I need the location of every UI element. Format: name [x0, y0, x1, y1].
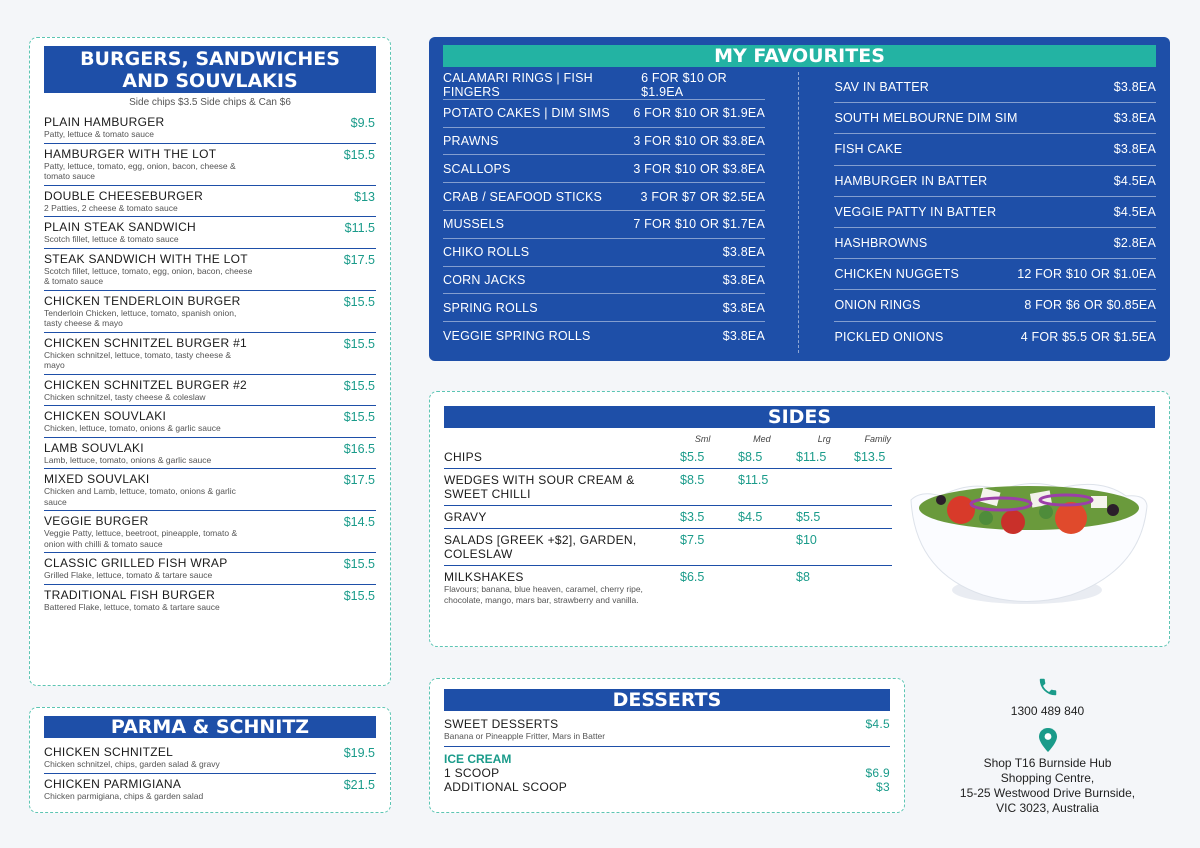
- menu-item: [44, 774, 376, 805]
- favourite-item-price: 3 FOR $7 OR $2.5EA: [640, 189, 765, 204]
- col-lrg: Lrg: [817, 434, 831, 444]
- favourite-item: [834, 103, 1156, 134]
- sweet-desserts-price: $4.5: [865, 717, 890, 731]
- menu-item-desc: Chicken and Lamb, lettuce, tomato, onions & garlic sauce: [44, 486, 236, 507]
- ice-cream-price: $6.9: [865, 766, 890, 780]
- menu-item-name: VEGGIE BURGER: [44, 514, 149, 528]
- menu-item-desc: Veggie Patty, lettuce, beetroot, pineapple, tomato & onion with chilli & tomato sauce: [44, 528, 238, 549]
- favourite-item-name: SAV IN BATTER: [834, 80, 929, 95]
- menu-item-desc: Battered Flake, lettuce, tomato & tartare sauce: [44, 601, 220, 612]
- sides-item-price: $8.5: [680, 473, 705, 487]
- favourite-item-name: CHICKEN NUGGETS: [834, 267, 960, 282]
- favourite-item: [834, 228, 1156, 259]
- favourite-item-price: $4.5EA: [1113, 173, 1156, 188]
- favourite-item-price: $3.8EA: [722, 300, 765, 315]
- favourite-item-price: 3 FOR $10 OR $3.8EA: [633, 133, 765, 148]
- sides-item-price: $3.5: [680, 510, 705, 524]
- sides-item-name: [444, 450, 654, 464]
- menu-item-price: $15.5: [343, 336, 375, 351]
- sides-item-price: [712, 570, 770, 605]
- menu-item-desc: Tenderloin Chicken, lettuce, tomato, spanish onion, tasty cheese & mayo: [44, 307, 237, 328]
- favourite-item-price: 4 FOR $5.5 OR $1.5EA: [1020, 330, 1156, 345]
- favourite-item: [443, 183, 765, 211]
- menu-item-price: $11.5: [344, 221, 375, 235]
- menu-item-desc: Chicken, lettuce, tomato, onions & garlic sauce: [44, 423, 221, 433]
- favourite-item-name: CHIKO ROLLS: [443, 245, 530, 260]
- menu-item-price: $15.5: [343, 557, 375, 571]
- phone-number[interactable]: 1300 489 840: [1010, 704, 1085, 718]
- sides-item-price: [828, 533, 886, 561]
- favourite-item-price: 6 FOR $10 OR $1.9EA: [633, 106, 765, 121]
- menu-item-name: CHICKEN SCHNITZEL BURGER #2: [44, 377, 248, 392]
- menu-item-name: STEAK SANDWICH WITH THE LOT: [44, 251, 248, 266]
- salad-bowl-image: [901, 460, 1153, 610]
- menu-item-desc: Chicken schnitzel, tasty cheese & coleslaw: [44, 391, 206, 402]
- menu-item-desc: Patty, lettuce & tomato sauce: [44, 129, 154, 139]
- sweet-desserts-item: [444, 717, 890, 747]
- menu-item-desc: Scotch fillet, lettuce & tomato sauce: [44, 234, 179, 244]
- favourite-item-price: $3.8EA: [1113, 80, 1156, 95]
- favourite-item-name: SCALLOPS: [443, 161, 511, 176]
- favourite-item-name: PRAWNS: [443, 133, 499, 148]
- address-line: Shop T16 Burnside Hub: [983, 756, 1112, 770]
- favourite-item-price: $3.8EA: [722, 329, 765, 344]
- menu-item-name: CHICKEN TENDERLOIN BURGER: [44, 293, 241, 308]
- favourite-item: [443, 239, 765, 267]
- sides-item-name: [444, 473, 654, 501]
- menu-item-desc: Patty, lettuce, tomato, egg, onion, bacon, cheese & tomato sauce: [44, 160, 236, 181]
- burger-list: [44, 112, 376, 615]
- sides-item-price: [828, 570, 886, 605]
- sides-item-price: $11.5: [796, 450, 827, 464]
- favourite-item: [834, 259, 1156, 290]
- parma-panel: [29, 707, 391, 813]
- menu-item-price: $9.5: [350, 116, 375, 130]
- menu-item-desc: Lamb, lettuce, tomato, onions & garlic sauce: [44, 454, 212, 465]
- ice-cream-title: ICE CREAM: [444, 752, 512, 766]
- sides-item-price: $5.5: [680, 450, 705, 464]
- menu-item-price: $19.5: [343, 746, 375, 760]
- favourite-item-name: SPRING ROLLS: [443, 300, 538, 315]
- favourites-panel: [429, 37, 1170, 361]
- sides-row: [444, 529, 892, 566]
- favourite-item-name: HASHBROWNS: [834, 236, 928, 251]
- sides-item-price: $11.5: [738, 473, 769, 487]
- sides-item-desc: Flavours; banana, blue heaven, caramel, cherry ripe, chocolate, mango, mars bar, strawberry and vanilla.: [444, 584, 643, 605]
- sides-item-price: $13.5: [854, 450, 886, 464]
- sides-item-price: $6.5: [680, 570, 705, 584]
- favourite-item: [443, 72, 765, 100]
- menu-item-name: TRADITIONAL FISH BURGER: [44, 587, 216, 602]
- sides-item-price: [712, 533, 770, 561]
- ice-cream-name: ADDITIONAL SCOOP: [444, 780, 568, 794]
- menu-item: [44, 469, 376, 511]
- contact-info: [930, 676, 1165, 816]
- address-line: VIC 3023, Australia: [996, 801, 1099, 815]
- menu-item-desc: 2 Patties, 2 cheese & tomato sauce: [44, 202, 178, 213]
- menu-item: [44, 742, 376, 774]
- menu-item: [44, 585, 376, 616]
- menu-item-name: PLAIN STEAK SANDWICH: [44, 220, 197, 234]
- parma-header: PARMA & SCHNITZ: [44, 716, 376, 738]
- menu-item-price: $17.5: [343, 473, 375, 487]
- ice-cream-item: [444, 780, 890, 794]
- phone-icon: [1037, 676, 1059, 698]
- sides-row: [444, 566, 892, 609]
- favourite-item-price: 7 FOR $10 OR $1.7EA: [633, 217, 765, 232]
- menu-item-name: PLAIN HAMBURGER: [44, 115, 165, 129]
- sides-row: [444, 446, 892, 469]
- menu-item-price: $15.5: [343, 410, 375, 424]
- side-chips-note: Side chips $3.5 Side chips & Can $6: [129, 97, 291, 108]
- menu-item: [44, 112, 376, 144]
- favourite-item: [834, 197, 1156, 228]
- menu-item-desc: Scotch fillet, lettuce, tomato, egg, onion, bacon, cheese & tomato sauce: [44, 265, 253, 286]
- favourite-item-price: 6 FOR $10 OR $1.9EA: [641, 71, 727, 100]
- sides-header: SIDES: [444, 406, 1155, 428]
- favourite-item: [443, 100, 765, 128]
- favourite-item-name: VEGGIE SPRING ROLLS: [443, 329, 591, 344]
- favourite-item-name: CORN JACKS: [443, 272, 526, 287]
- sides-item-name: [444, 570, 654, 605]
- favourite-item: [443, 322, 765, 350]
- sides-item-price: $8.5: [738, 450, 763, 464]
- favourite-item-price: 8 FOR $6 OR $0.85EA: [1024, 298, 1156, 313]
- burgers-header: [44, 46, 376, 93]
- sides-row: [444, 469, 892, 506]
- sides-item-label: SALADS [GREEK +$2], GARDEN, COLESLAW: [444, 533, 637, 561]
- sweet-desserts-name: SWEET DESSERTS: [444, 717, 559, 731]
- address-line: 15-25 Westwood Drive Burnside,: [959, 786, 1136, 800]
- favourite-item: [443, 294, 765, 322]
- sides-item-name: [444, 510, 654, 524]
- sides-item-label: CHIPS: [444, 450, 483, 464]
- favourite-item-name: ONION RINGS: [834, 298, 921, 313]
- menu-item-name: CHICKEN PARMIGIANA: [44, 776, 182, 791]
- favourite-item-name: SOUTH MELBOURNE DIM SIM: [834, 111, 1018, 126]
- menu-item-name: LAMB SOUVLAKI: [44, 440, 144, 455]
- favourite-item: [443, 211, 765, 239]
- favourite-item: [834, 322, 1156, 353]
- ice-cream-name: 1 SCOOP: [444, 766, 500, 780]
- menu-item-price: $14.5: [343, 515, 375, 529]
- menu-item: [44, 186, 376, 218]
- sides-item-price: [828, 473, 886, 501]
- sides-item-label: GRAVY: [444, 510, 487, 524]
- menu-item: [44, 406, 376, 438]
- menu-item: [44, 291, 376, 333]
- burgers-panel: [29, 37, 391, 686]
- favourite-item: [834, 72, 1156, 103]
- favourite-item-price: $3.8EA: [1113, 111, 1156, 126]
- favourite-item: [834, 290, 1156, 321]
- favourite-item: [443, 155, 765, 183]
- col-family: Family: [864, 434, 892, 444]
- favourites-right-column: [834, 72, 1156, 353]
- favourite-item: [443, 128, 765, 156]
- burgers-title: BURGERS, SANDWICHES AND SOUVLAKIS: [80, 48, 340, 92]
- favourites-header: MY FAVOURITES: [443, 45, 1156, 67]
- address: [930, 756, 1165, 816]
- favourites-left-column: [443, 72, 799, 353]
- ice-cream-price: $3: [876, 780, 890, 794]
- sides-item-price: $4.5: [738, 510, 763, 524]
- menu-item-desc: Grilled Flake, lettuce, tomato & tartare sauce: [44, 570, 213, 580]
- sides-item-price: [770, 473, 828, 501]
- favourite-item-name: HAMBURGER IN BATTER: [834, 173, 988, 188]
- parma-list: [44, 742, 376, 804]
- favourite-item-name: POTATO CAKES | DIM SIMS: [443, 106, 610, 121]
- menu-item-name: CHICKEN SCHNITZEL: [44, 745, 174, 759]
- sides-panel: [429, 391, 1170, 647]
- location-pin-icon: [1038, 728, 1058, 752]
- favourite-item: [834, 134, 1156, 165]
- address-line: Shopping Centre,: [1000, 771, 1095, 785]
- menu-item-price: $15.5: [343, 378, 375, 393]
- menu-item-price: $15.5: [343, 588, 375, 603]
- menu-item: [44, 217, 376, 249]
- sides-column-headers: [444, 434, 892, 446]
- menu-item-price: $16.5: [343, 441, 375, 456]
- menu-item-price: $15.5: [343, 147, 375, 162]
- menu-item-name: MIXED SOUVLAKI: [44, 472, 150, 486]
- favourite-item-price: 12 FOR $10 OR $1.0EA: [1017, 267, 1156, 282]
- sides-table: [444, 434, 892, 609]
- menu-item-name: DOUBLE CHEESEBURGER: [44, 188, 204, 203]
- menu-item-price: $21.5: [343, 777, 375, 792]
- ice-cream-item: [444, 766, 890, 780]
- favourite-item-price: $3.8EA: [722, 245, 765, 260]
- menu-item: [44, 144, 376, 186]
- favourite-item-price: $2.8EA: [1113, 236, 1156, 251]
- menu-item: [44, 249, 376, 291]
- favourite-item-price: $4.5EA: [1113, 204, 1156, 219]
- sides-item-name: [444, 533, 654, 561]
- favourite-item: [443, 267, 765, 295]
- col-sml: Sml: [694, 434, 711, 444]
- favourite-item-name: VEGGIE PATTY IN BATTER: [834, 204, 997, 219]
- sides-item-price: $10: [796, 533, 817, 547]
- sides-item-price: [828, 510, 886, 524]
- favourite-item-name: PICKLED ONIONS: [834, 330, 944, 345]
- menu-item-price: $15.5: [343, 294, 375, 309]
- menu-item: [44, 333, 376, 375]
- menu-item-name: CLASSIC GRILLED FISH WRAP: [44, 556, 228, 570]
- menu-item-desc: Chicken schnitzel, lettuce, tomato, tasty cheese & mayo: [44, 349, 232, 370]
- favourite-item-name: CRAB / SEAFOOD STICKS: [443, 189, 603, 204]
- favourite-item-price: $3.8EA: [722, 272, 765, 287]
- menu-item-desc: Chicken parmigiana, chips & garden salad: [44, 790, 204, 801]
- menu-item-name: HAMBURGER WITH THE LOT: [44, 146, 217, 161]
- menu-item: [44, 553, 376, 585]
- favourite-item-price: 3 FOR $10 OR $3.8EA: [633, 161, 765, 176]
- menu-item-price: $17.5: [343, 252, 375, 267]
- menu-item: [44, 375, 376, 407]
- favourite-item-name: CALAMARI RINGS | FISH FINGERS: [443, 71, 593, 100]
- menu-item-price: $13: [354, 189, 375, 204]
- sides-item-label: MILKSHAKES: [444, 570, 524, 584]
- sweet-desserts-desc: Banana or Pineapple Fritter, Mars in Batter: [444, 731, 606, 741]
- menu-item-desc: Chicken schnitzel, chips, garden salad & gravy: [44, 759, 220, 769]
- favourite-item-name: MUSSELS: [443, 217, 505, 232]
- desserts-panel: [429, 678, 905, 813]
- favourite-item-price: $3.8EA: [1113, 142, 1156, 157]
- sides-item-label: WEDGES WITH SOUR CREAM & SWEET CHILLI: [444, 473, 635, 501]
- menu-item-name: CHICKEN SCHNITZEL BURGER #1: [44, 335, 248, 350]
- menu-item: [44, 511, 376, 553]
- sides-item-price: $5.5: [796, 510, 821, 524]
- menu-item-name: CHICKEN SOUVLAKI: [44, 409, 167, 423]
- favourite-item: [834, 166, 1156, 197]
- sides-row: [444, 506, 892, 529]
- menu-item: [44, 438, 376, 470]
- desserts-header: DESSERTS: [444, 689, 890, 711]
- sides-item-price: $8: [796, 570, 810, 584]
- sides-item-price: $7.5: [680, 533, 705, 547]
- favourite-item-name: FISH CAKE: [834, 142, 903, 157]
- col-med: Med: [753, 434, 771, 444]
